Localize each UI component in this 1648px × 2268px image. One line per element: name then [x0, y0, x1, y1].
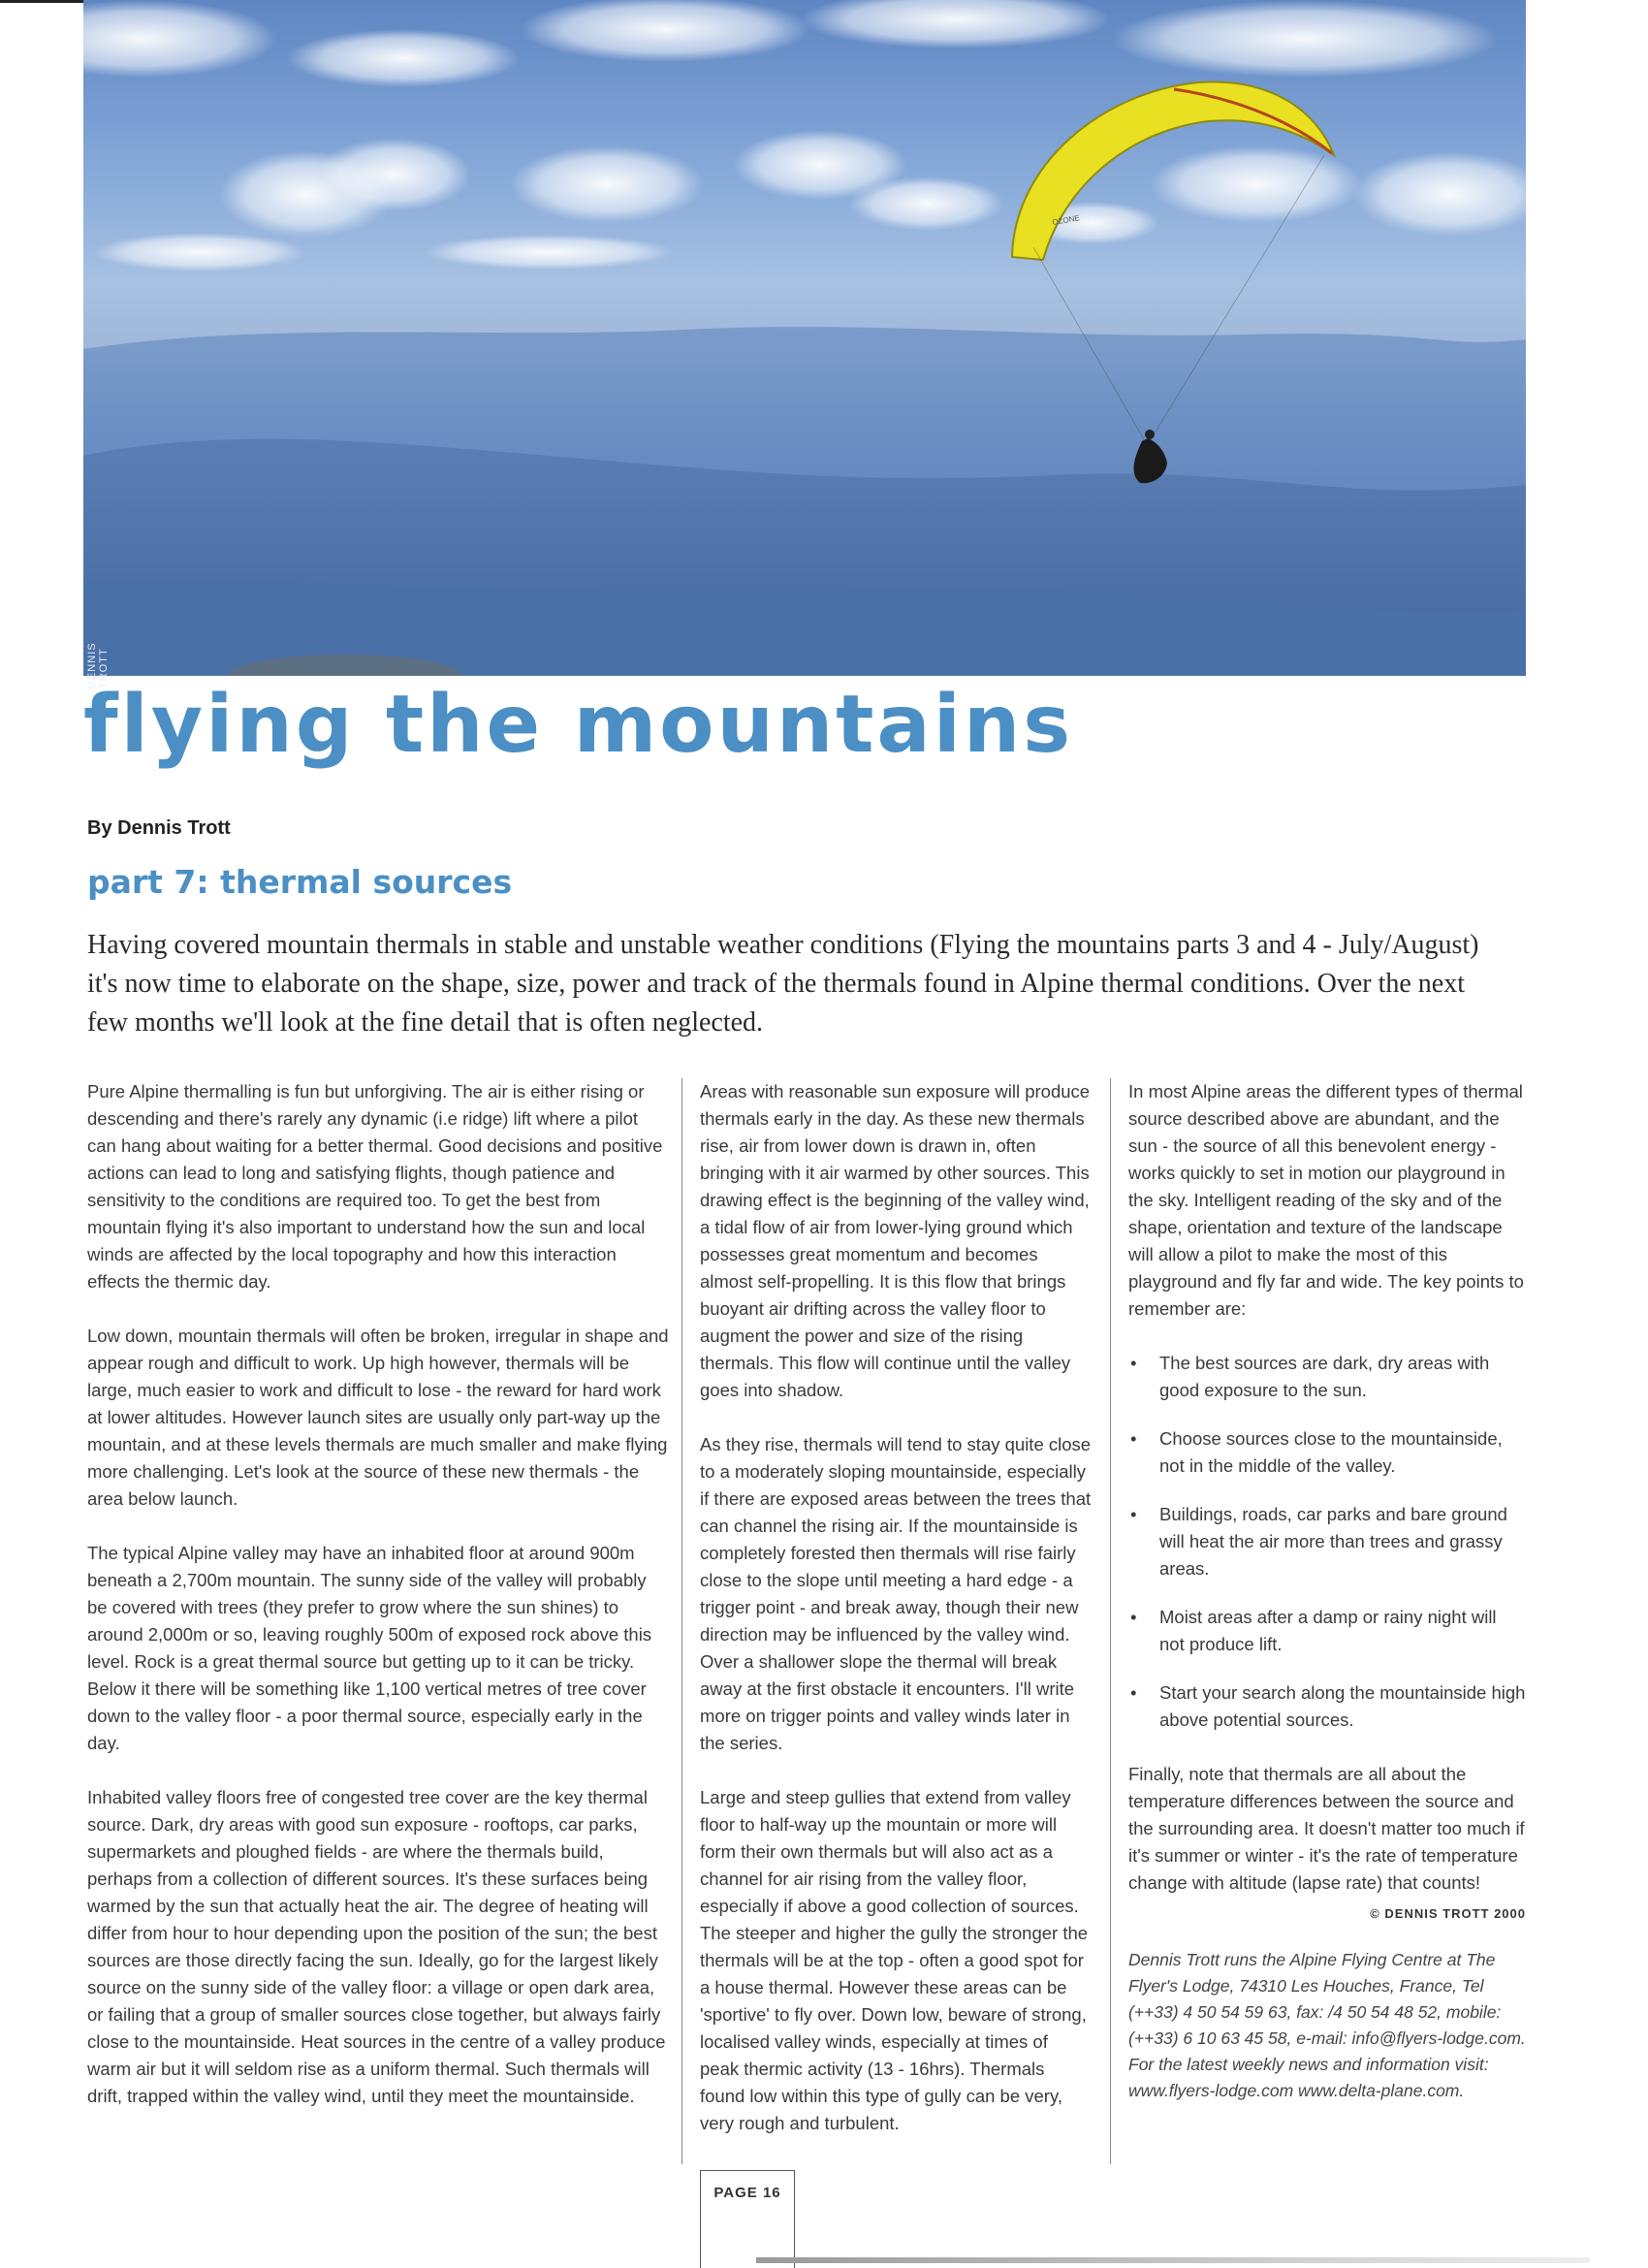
bullet-icon: •	[1130, 1428, 1137, 1449]
photo-credit: DENNIS TROTT	[86, 642, 110, 688]
copyright-notice: © DENNIS TROTT 2000	[1370, 1906, 1526, 1921]
paraglider-photo	[83, 0, 1526, 676]
list-item: • Moist areas after a damp or rainy night will not produce lift.	[1128, 1604, 1526, 1658]
paragraph: Areas with reasonable sun exposure will produce thermals early in the day. As these new thermals rise, air from lower down is drawn in, often bringing with it air warmed by other sources. This drawing effect is the beginning of the valley wind, a tidal flow of air from lower-lying ground which possesses great momentum and becomes almost self-propelling. It is this flow that brings buoyant air drifting across the valley floor to augment the power and size of the rising thermals. This flow will continue until the valley goes into shadow.	[700, 1081, 1091, 1400]
author-bio: Dennis Trott runs the Alpine Flying Centre at The Flyer's Lodge, 74310 Les Houches, France, Tel (++33) 4 50 54 59 63, fax: /4 50 54 48 52, mobile: (++33) 6 10 63 45 58, e-mail: info@flyers-lodge.com. For the latest weekly news and information visit: www.flyers-lodge.com www.delta-plane.com.	[1128, 1950, 1526, 2100]
bullet-icon: •	[1130, 1504, 1137, 1524]
page-edge-line	[0, 0, 83, 3]
article-subtitle: part 7: thermal sources	[87, 863, 513, 901]
paragraph: In most Alpine areas the different types of thermal source described above are abundant, and the sun - the source of all this benevolent energy - works quickly to set in motion our playground in the sky. Intelligent reading of the sky and of the shape, orientation and texture of the landscape will allow a pilot to make the most of this playground and fly far and wide. The key points to remember are:	[1128, 1081, 1524, 1319]
list-item: • Buildings, roads, car parks and bare ground will heat the air more than trees and grassy areas.	[1128, 1501, 1526, 1582]
svg-text:OZONE: OZONE	[1051, 213, 1081, 227]
column-3	[1128, 1078, 1526, 2131]
column-1	[87, 1078, 669, 2137]
paragraph: Low down, mountain thermals will often be broken, irregular in shape and appear rough and difficult to work. Up high however, thermals will be large, much easier to work and difficult to lose - the reward for hard work at lower altitudes. However launch sites are usually only part-way up the mountain, and at these levels thermals are much smaller and make flying more challenging. Let's look at the source of these new thermals - the area below launch.	[87, 1326, 669, 1509]
scan-streak	[756, 2257, 1590, 2263]
bullet-icon: •	[1130, 1607, 1137, 1627]
page-number-box	[700, 2170, 795, 2268]
paragraph: Finally, note that thermals are all about the temperature differences between the source and the surrounding area. It doesn't matter too much if it's summer or winter - it's the rate of temperature change with altitude (lapse rate) that counts!	[1128, 1764, 1525, 1893]
standfirst: Having covered mountain thermals in stable and unstable weather conditions (Flying the mountains parts 3 and 4 - July/August) it's now time to elaborate on the shape, size, power and track of the thermals found in Alpine thermal conditions. Over the next few months we'll look at the fine detail that is often neglected.	[87, 930, 1479, 1038]
paragraph: As they rise, thermals will tend to stay quite close to a moderately sloping mountainside, especially if there are exposed areas between the trees that can channel the rising air. If the mountainside is completely forested then thermals will rise fairly close to the slope until meeting a hard edge - a trigger point - and break away, though their new direction may be influenced by the valley wind. Over a shallower slope the thermal will break away at the first obstacle it encounters. I'll write more on trigger points and valley winds later in the series.	[700, 1434, 1092, 1753]
list-item: • Start your search along the mountainside high above potential sources.	[1128, 1679, 1526, 1734]
bullet-icon: •	[1130, 1682, 1137, 1703]
column-2	[700, 1078, 1092, 2164]
list-item: • Choose sources close to the mountainside, not in the middle of the valley.	[1128, 1425, 1526, 1480]
paragraph: Large and steep gullies that extend from valley floor to half-way up the mountain or more will form their own thermals but will also act as a channel for air rising from the valley floor, especially if above a good collection of sources. The steeper and higher the gully the stronger the thermals will be at the top - often a good spot for a house thermal. However these areas can be 'sportive' to fly over. Down low, beware of strong, localised valley winds, especially at times of peak thermic activity (13 - 16hrs). Thermals found low within this type of gully can be very, very rough and turbulent.	[700, 1787, 1089, 2133]
byline: By Dennis Trott	[87, 817, 231, 839]
article-title: flying the mountains	[83, 679, 1074, 771]
paragraph: Pure Alpine thermalling is fun but unforgiving. The air is either rising or descending and there's rarely any dynamic (i.e ridge) lift where a pilot can hang about waiting for a better thermal. Good decisions and positive actions can lead to long and satisfying flights, though patience and sensitivity to the conditions are required too. To get the best from mountain flying it's also important to understand how the sun and local winds are affected by the local topography and how this interaction effects the thermic day.	[87, 1081, 663, 1292]
column-divider	[681, 1078, 682, 2164]
photo-artwork	[83, 0, 1526, 676]
list-item: • The best sources are dark, dry areas with good exposure to the sun.	[1128, 1350, 1526, 1404]
key-points-list	[1128, 1350, 1526, 1734]
paragraph: The typical Alpine valley may have an inhabited floor at around 900m beneath a 2,700m mountain. The sunny side of the valley will probably be covered with trees (they prefer to grow where the sun shines) to around 2,000m or so, leaving roughly 500m of exposed rock above this level. Rock is a great thermal source but getting up to it can be tricky. Below it there will be something like 1,100 vertical metres of tree cover down to the valley floor - a poor thermal source, especially early in the day.	[87, 1543, 652, 1753]
paragraph: Inhabited valley floors free of congested tree cover are the key thermal source. Dark, dry areas with good sun exposure - rooftops, car parks, supermarkets and ploughed fields - are where the thermals build, perhaps from a collection of different sources. It's these surfaces being warmed by the sun that actually heat the air. The degree of heating will differ from hour to hour depending upon the position of the sun; the best sources are those directly facing the sun. Ideally, go for the largest likely source on the sunny side of the valley floor: a village or open dark area, or failing that a group of smaller sources close together, but always fairly close to the mountainside. Heat sources in the centre of a valley produce warm air but it will seldom rise as a uniform thermal. Such thermals will drift, trapped within the valley wind, until they meet the mountainside.	[87, 1787, 666, 2106]
page-number: PAGE 16	[713, 2185, 781, 2201]
bullet-icon: •	[1130, 1353, 1137, 1373]
column-divider	[1110, 1078, 1111, 2164]
